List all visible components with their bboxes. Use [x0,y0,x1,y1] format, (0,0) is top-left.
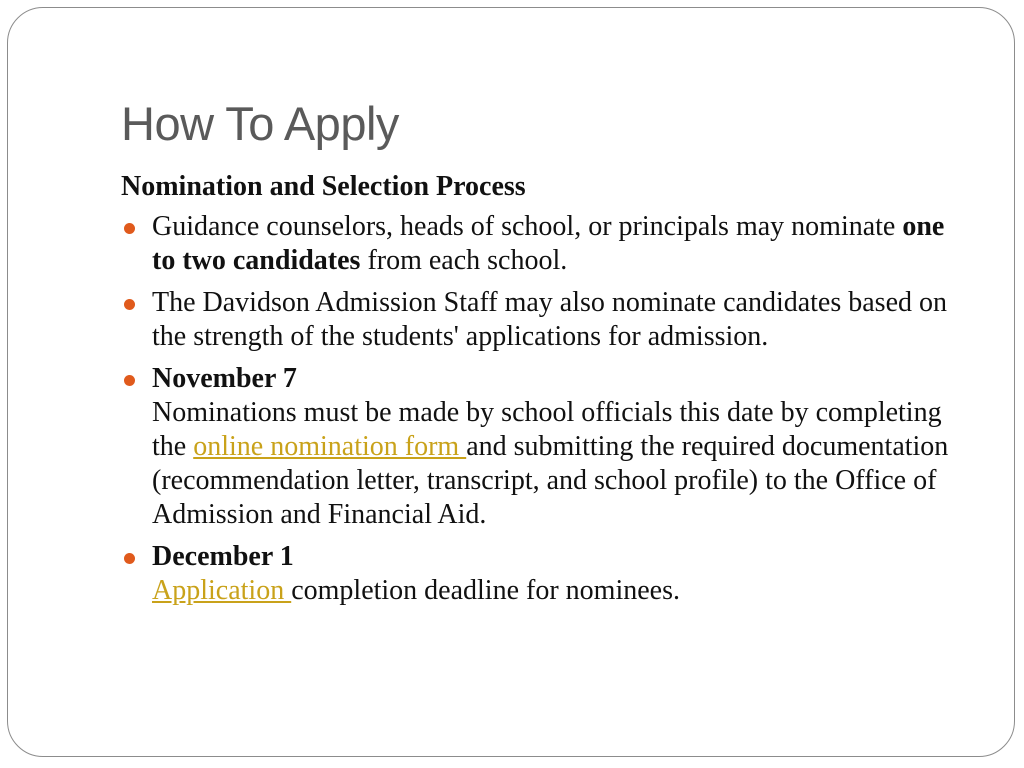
bullet-item-december-deadline [121,540,951,608]
bullet-item-november-deadline [121,362,951,532]
application-link[interactable]: Application [152,575,292,606]
bullet-list [121,210,951,608]
bullet-text: and submitting the required documentation (recommendation letter, transcript, and school profile) to the Office of Admission and Financial Aid. [152,431,949,530]
bullet-dot-icon [124,223,135,234]
deadline-date: December 1 [152,541,294,572]
bullet-item-nominators [121,210,951,278]
bullet-dot-icon [124,375,135,386]
bullet-text: from each school. [360,245,568,276]
slide-content [121,170,951,616]
bullet-text: Nominations must be made by school officials this date by completing the [152,397,942,462]
online-nomination-form-link[interactable]: online nomination form [193,431,467,462]
deadline-date: November 7 [152,363,297,394]
slide-frame [7,7,1015,757]
bullet-dot-icon [124,299,135,310]
bullet-text: Guidance counselors, heads of school, or principals may nominate [152,211,903,242]
bullet-item-admission-staff [121,286,951,354]
section-heading: Nomination and Selection Process [121,171,526,202]
bullet-text: completion deadline for nominees. [291,575,680,606]
bullet-emphasis: one to two candidates [152,211,945,276]
bullet-text: The Davidson Admission Staff may also nominate candidates based on the strength of the students' applications for admission. [152,287,948,352]
bullet-dot-icon [124,553,135,564]
slide-title: How To Apply [121,97,399,150]
